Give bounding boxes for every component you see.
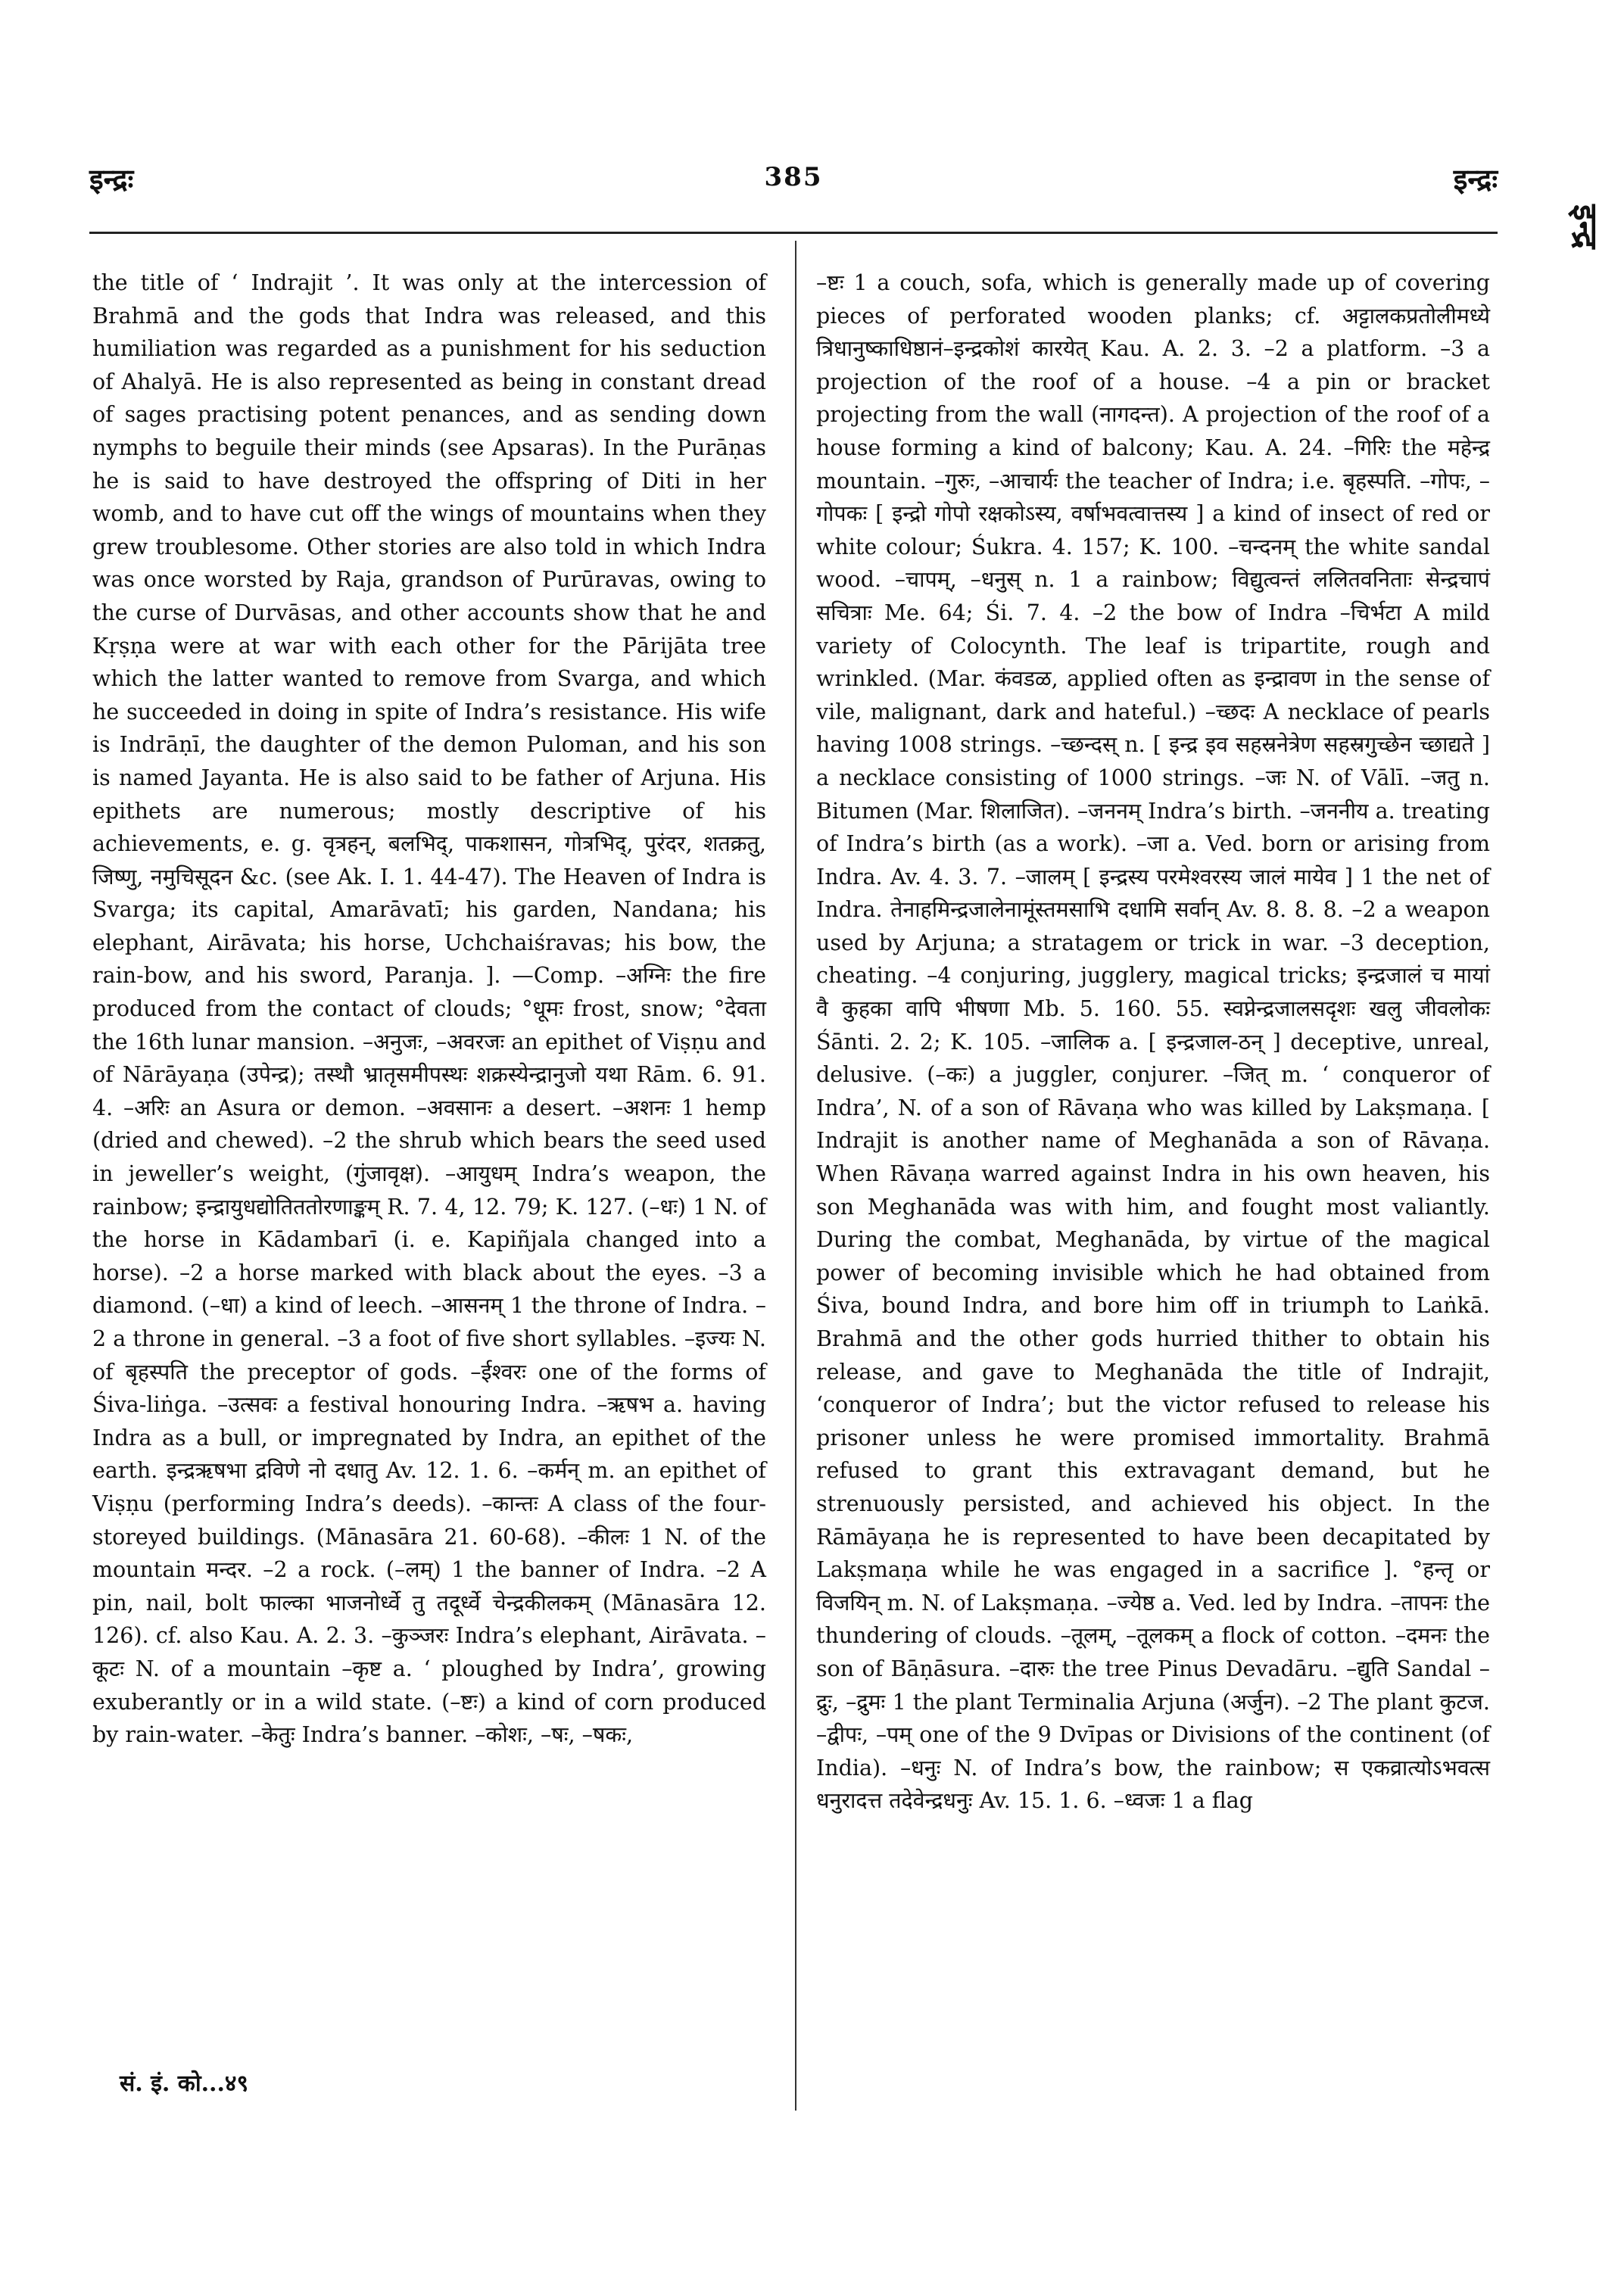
- left-column: [92, 266, 766, 1752]
- column-divider: [795, 241, 796, 2111]
- header-rule: [89, 232, 1498, 234]
- page-number: 385: [764, 162, 823, 192]
- thumb-index-tab: इन्द्र: [1566, 204, 1604, 249]
- left-column-text: the title of ‘ Indrajit ’. It was only at the intercession of Brahmā and the gods that Indra was released, and this humiliation was regarded as a punishment for his seduction of Ahalyā. He is also represented as being in constant dread of sages practising potent penances, and as sending down nymphs to beguile their minds (see Apsaras). In the Purāṇas he is said to have destroyed the offspring of Diti in her womb, and to have cut off the wings of mountains when they grew troublesome. Other stories are also told in which Indra was once worsted by Raja, grandson of Purūravas, owing to the curse of Durvāsas, and other accounts show that he and Kṛṣṇa were at war with each other for the Pārijāta tree which the latter wanted to remove from Svarga, and which he succeeded in doing in spite of Indra’s resistance. His wife is Indrāṇī, the daughter of the demon Puloman, and his son is named Jayanta. He is also said to be father of Arjuna. His epithets are numerous; mostly descriptive of his achievements, e. g. वृत्रहन्, बलभिद्, पाकशासन, गोत्रभिद्, पुरंदर, शतक्रतु, जिष्णु, नमुचिसूदन &c. (see Ak. I. 1. 44-47). The Heaven of Indra is Svarga; its capital, Amarāvatī; his garden, Nandana; his elephant, Airāvata; his horse, Uchchaiśravas; his bow, the rain-bow, and his sword, Paranja. ]. —Comp. –अग्निः the fire produced from the contact of clouds; °धूमः frost, snow; °देवता the 16th lunar mansion. –अनुजः, –अवरजः an epithet of Viṣṇu and of Nārāyaṇa (उपेन्द्र); तस्थौ भ्रातृसमीपस्थः शक्रस्येन्द्रानुजो यथा Rām. 6. 91. 4. –अरिः an Asura or demon. –अवसानः a desert. –अशनः 1 hemp (dried and chewed). –2 the shrub which bears the seed used in jeweller’s weight, (गुंजावृक्ष). –आयुधम् Indra’s weapon, the rainbow; इन्द्रायुधद्योतिततोरणाङ्कम् R. 7. 4, 12. 79; K. 127. (–धः) 1 N. of the horse in Kādambarī (i. e. Kapiñjala changed into a horse). –2 a horse marked with black about the eyes. –3 a diamond. (–धा) a kind of leech. –आसनम् 1 the throne of Indra. –2 a throne in general. –3 a foot of five short syllables. –इज्यः N. of बृहस्पति the preceptor of gods. –ईश्वरः one of the forms of Śiva-liṅga. –उत्सवः a festival honouring Indra. –ऋषभ a. having Indra as a bull, or impregnated by Indra, an epithet of the earth. इन्द्रऋषभा द्रविणे नो दधातु Av. 12. 1. 6. –कर्मन् m. an epithet of Viṣṇu (performing Indra’s deeds). –कान्तः A class of the four-storeyed buildings. (Mānasāra 21. 60-68). –कीलः 1 N. of the mountain मन्दर. –2 a rock. (–लम्) 1 the banner of Indra. –2 A pin, nail, bolt फाल्का भाजनोर्ध्वे तु तदूर्ध्वे चेन्द्रकीलकम् (Mānasāra 12. 126). cf. also Kau. A. 2. 3. –कुञ्जरः Indra’s elephant, Airāvata. –कूटः N. of a mountain –कृष्ट a. ‘ ploughed by Indra’, growing exuberantly or in a wild state. (–ष्टः) a kind of corn produced by rain-water. –केतुः Indra’s banner. –कोशः, –षः, –षकः,: [92, 270, 766, 1748]
- left-headword: इन्द्रः: [89, 162, 134, 196]
- right-headword: इन्द्रः: [1453, 162, 1498, 196]
- right-column: [816, 266, 1490, 1818]
- page-signature: सं. इं. को...४९: [120, 2070, 249, 2097]
- right-column-text: –ष्टः 1 a couch, sofa, which is generally made up of covering pieces of perforated wooden planks; cf. अट्टालकप्रतोलीमध्ये त्रिधानुष्काधिष्ठानं–इन्द्रकोशं कारयेत् Kau. A. 2. 3. –2 a platform. –3 a projection of the roof of a house. –4 a pin or bracket projecting from the wall (नागदन्त). A projection of the roof of a house forming a kind of balcony; Kau. A. 24. –गिरिः the महेन्द्र mountain. –गुरुः, –आचार्यः the teacher of Indra; i.e. बृहस्पति. –गोपः, –गोपकः [ इन्द्रो गोपो रक्षकोऽस्य, वर्षाभवत्वात्तस्य ] a kind of insect of red or white colour; Śukra. 4. 157; K. 100. –चन्दनम् the white sandal wood. –चापम्, –धनुस् n. 1 a rainbow; विद्युत्वन्तं ललितवनिताः सेन्द्रचापं सचित्राः Me. 64; Śi. 7. 4. –2 the bow of Indra –चिर्भटा A mild variety of Colocynth. The leaf is tripartite, rough and wrinkled. (Mar. कंवडळ, applied often as इन्द्रावण in the sense of vile, malignant, dark and hateful.) –च्छदः A necklace of pearls having 1008 strings. –च्छन्दस् n. [ इन्द्र इव सहस्रनेत्रेण सहस्रगुच्छेन च्छाद्यते ] a necklace consisting of 1000 strings. –जः N. of Vālī. –जतु n. Bitumen (Mar. शिलाजित). –जननम् Indra’s birth. –जननीय a. treating of Indra’s birth (as a work). –जा a. Ved. born or arising from Indra. Av. 4. 3. 7. –जालम् [ इन्द्रस्य परमेश्वरस्य जालं मायेव ] 1 the net of Indra. तेनाहमिन्द्रजालेनामूंस्तमसाभि दधामि सर्वान् Av. 8. 8. 8. –2 a weapon used by Arjuna; a stratagem or trick in war. –3 deception, cheating. –4 conjuring, jugglery, magical tricks; इन्द्रजालं च मायां वै कुहका वापि भीषणा Mb. 5. 160. 55. स्वप्नेन्द्रजालसदृशः खलु जीवलोकः Śānti. 2. 2; K. 105. –जालिक a. [ इन्द्रजाल-ठन् ] deceptive, unreal, delusive. (–कः) a juggler, conjurer. –जित् m. ‘ conqueror of Indra’, N. of a son of Rāvaṇa who was killed by Lakṣmaṇa. [ Indrajit is another name of Meghanāda a son of Rāvaṇa. When Rāvaṇa warred against Indra in his own heaven, his son Meghanāda was with him, and fought most valiantly. During the combat, Meghanāda, by virtue of the magical power of becoming invisible which he had obtained from Śiva, bound Indra, and bore him off in triumph to Laṅkā. Brahmā and the other gods hurried thither to obtain his release, and gave to Meghanāda the title of Indrajit, ‘conqueror of Indra’; but the victor refused to release his prisoner unless he were promised immortality. Brahmā refused to grant this extravagant demand, but he strenuously persisted, and achieved his object. In the Rāmāyaṇa he is represented to have been decapitated by Lakṣmaṇa while he was engaged in a sacrifice ]. °हन्तृ or विजयिन् m. N. of Lakṣmaṇa. –ज्येष्ठ a. Ved. led by Indra. –तापनः the thundering of clouds. –तूलम्, –तूलकम् a flock of cotton. –दमनः the son of Bāṇāsura. –दारुः the tree Pinus Devadāru. –द्युति Sandal –द्रुः, –द्रुमः 1 the plant Terminalia Arjuna (अर्जुन). –2 The plant कुटज. –द्वीपः, –पम् one of the 9 Dvīpas or Divisions of the continent (of India). –धनुः N. of Indra’s bow, the rainbow; स एकव्रात्योऽभवत्स धनुरादत्त तदेवेन्द्रधनुः Av. 15. 1. 6. –ध्वजः 1 a flag: [816, 270, 1490, 1814]
- page-header: [89, 159, 1498, 204]
